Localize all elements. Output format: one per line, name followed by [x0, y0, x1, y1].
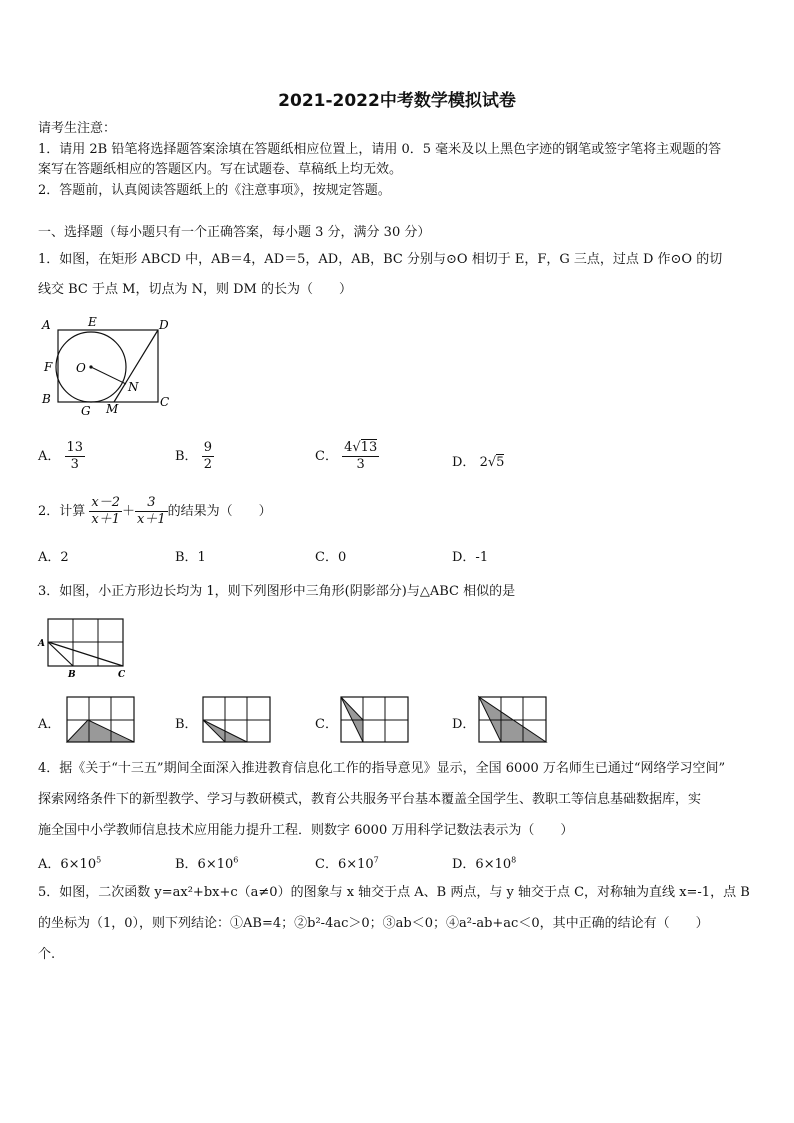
q4-stem-line2: 探索网络条件下的新型教学、学习与教研模式，教育公共服务平台基本覆盖全国学生、教职工等信息基础数据库，实 [38, 792, 702, 807]
label-f: F [44, 360, 53, 374]
q2-option-a[interactable]: A．2 [38, 550, 69, 565]
q3-option-d-figure [476, 694, 550, 746]
option-label: B． [175, 449, 198, 464]
q3-option-a[interactable]: A． [38, 717, 61, 732]
section-heading: 一、选择题（每小题只有一个正确答案，每小题 3 分，满分 30 分） [38, 225, 431, 240]
label-o: O [76, 361, 86, 375]
q1-option-d[interactable] [452, 451, 504, 470]
fraction [342, 440, 379, 473]
q1-figure [36, 312, 176, 420]
base: B．6×10 [175, 857, 234, 872]
option-label: A． [38, 449, 61, 464]
notice-item1-line1: 1．请用 2B 铅笔将选择题答案涂填在答题纸相应位置上，请用 0．5 毫米及以上黑色字迹的钢笔或签字笔将主观题的答 [38, 142, 722, 157]
q3-stem: 3．如图，小正方形边长均为 1，则下列图形中三角形(阴影部分)与△ABC 相似的是 [38, 584, 516, 599]
label-b: B [68, 670, 76, 679]
sqrt-icon: √ [352, 440, 361, 455]
coefficient: 4 [344, 440, 353, 455]
denominator: x＋1 [137, 512, 166, 527]
label-m: M [106, 402, 119, 416]
label-a: A [42, 318, 51, 332]
numerator: 3 [135, 495, 168, 512]
notice-item1-line2: 案写在答题纸相应的答题区内。写在试题卷、草稿纸上均无效。 [38, 162, 403, 177]
q4-stem-line3: 施全国中小学教师信息技术应用能力提升工程．则数字 6000 万用科学记数法表示为（ ） [38, 823, 574, 838]
q1-stem-line2: 线交 BC 于点 M，切点为 N，则 DM 的长为（ ） [38, 282, 352, 297]
radicand: 13 [360, 440, 378, 455]
denominator: x＋1 [91, 512, 121, 527]
q3-option-b-figure [200, 694, 274, 746]
numerator: x－2 [91, 495, 121, 510]
q1-option-b[interactable] [175, 440, 214, 473]
q1-option-c[interactable] [315, 440, 379, 473]
option-label: D． [452, 455, 476, 470]
fraction [89, 495, 122, 528]
q4-option-c[interactable] [315, 853, 379, 872]
exponent: 8 [511, 855, 517, 865]
q5-stem-line3: 个. [38, 947, 56, 962]
q3-option-d[interactable]: D． [452, 717, 476, 732]
q3-option-b[interactable]: B． [175, 717, 198, 732]
label-a: A [38, 639, 45, 649]
q3-option-a-figure [64, 694, 138, 746]
exponent: 6 [233, 855, 239, 865]
q5-stem-line1: 5．如图，二次函数 y=ax²+bx+c（a≠0）的图象与 x 轴交于点 A、B 两点，与 y 轴交于点 C，对称轴为直线 x=-1，点 B [38, 885, 750, 900]
label-g: G [81, 404, 91, 418]
page-title: 2021-2022中考数学模拟试卷 [278, 91, 516, 111]
fraction [135, 495, 168, 528]
q5-stem-line2: 的坐标为（1，0），则下列结论：①AB=4；②b²-4ac＞0；③ab＜0；④a²-ab+ac＜0，其中正确的结论有（ ） [38, 916, 709, 931]
q4-option-a[interactable] [38, 853, 101, 872]
fraction [65, 440, 86, 473]
exponent: 5 [96, 855, 102, 865]
q2-option-d[interactable]: D．-1 [452, 550, 489, 565]
q1-stem-line1: 1．如图，在矩形 ABCD 中，AB＝4，AD＝5，AD，AB，BC 分别与⊙O 相切于 E，F，G 三点，过点 D 作⊙O 的切 [38, 252, 723, 267]
q2-stem [38, 494, 272, 530]
q2-option-c[interactable]: C．0 [315, 550, 347, 565]
option-label: C． [315, 449, 338, 464]
q2-option-b[interactable]: B．1 [175, 550, 206, 565]
q4-stem-line1: 4．据《关于“十三五”期间全面深入推进教育信息化工作的指导意见》显示，全国 6000 万名师生已通过“网络学习空间” [38, 761, 726, 776]
q3-figure-abc [36, 615, 136, 679]
q2-prefix: 2．计算 [38, 504, 86, 519]
sqrt-icon: √ [487, 455, 497, 470]
numerator: 13 [66, 440, 84, 455]
base: C．6×10 [315, 857, 374, 872]
q3-option-c-figure [338, 694, 412, 746]
label-n: N [128, 380, 139, 394]
label-d: D [159, 318, 169, 332]
q3-option-c[interactable]: C． [315, 717, 338, 732]
exponent: 7 [373, 855, 379, 865]
numerator: 9 [203, 440, 212, 455]
denominator: 2 [203, 457, 212, 472]
denominator: 3 [356, 457, 365, 472]
label-e: E [88, 315, 97, 329]
base: A．6×10 [38, 857, 97, 872]
q1-option-a[interactable] [38, 440, 85, 473]
label-b: B [42, 392, 51, 406]
fraction [202, 440, 214, 473]
radicand: 5 [496, 455, 505, 470]
q4-option-b[interactable] [175, 853, 238, 872]
notice-item2: 2．答题前，认真阅读答题纸上的《注意事项》，按规定答题。 [38, 183, 391, 198]
q2-suffix: 的结果为（ ） [167, 504, 272, 519]
plus-sign: ＋ [122, 504, 136, 519]
label-c: C [160, 395, 170, 409]
label-c: C [118, 670, 126, 679]
notice-heading: 请考生注意： [38, 121, 117, 136]
denominator: 3 [70, 457, 79, 472]
base: D．6×10 [452, 857, 512, 872]
q4-option-d[interactable] [452, 853, 516, 872]
coefficient: 2 [479, 455, 488, 470]
